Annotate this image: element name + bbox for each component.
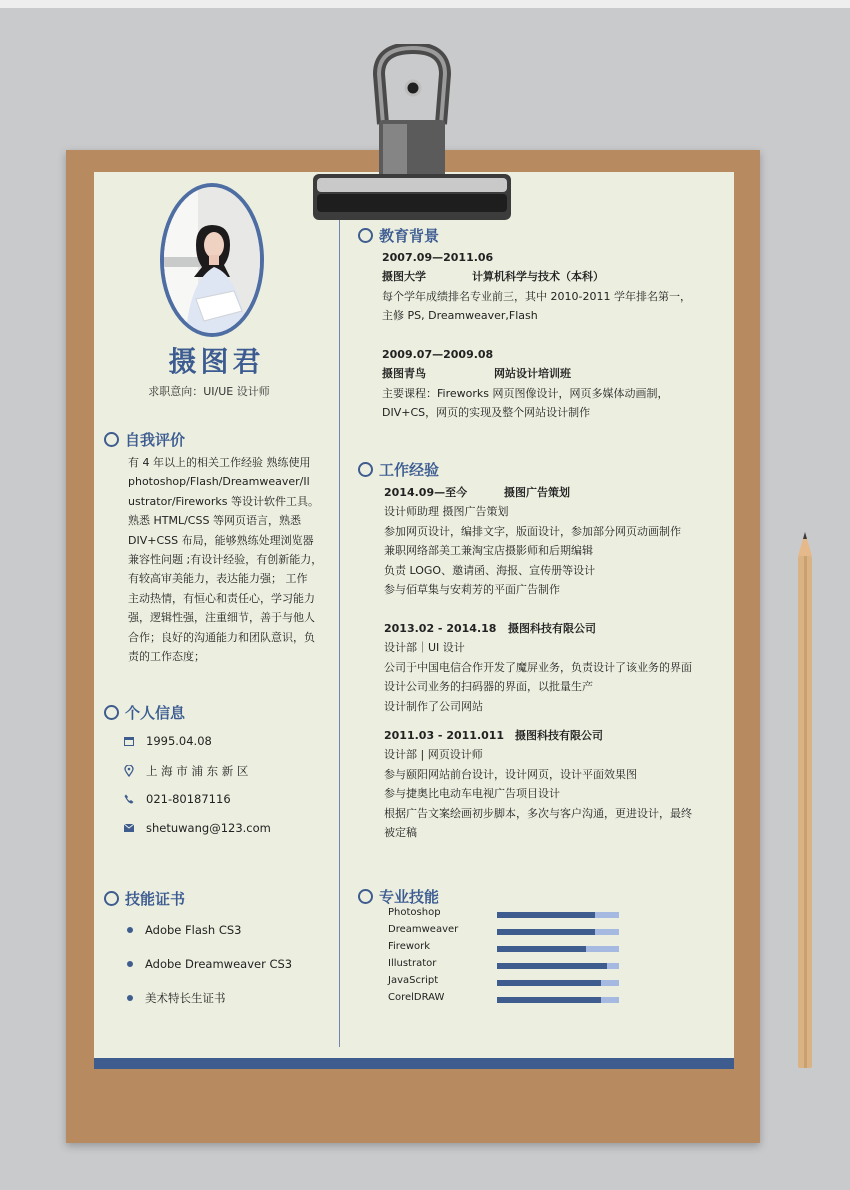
work-company: 摄图广告策划 [504,486,570,499]
self-eval-line: ustrator/Fireworks 等设计软件工具。 [128,494,320,508]
avatar-illustration [164,187,260,333]
skill-bar-track [497,980,619,986]
work-date: 2014.09—至今 [384,486,468,499]
education-entry [382,248,691,326]
profile-photo [160,183,264,337]
candidate-name: 摄图君 [168,345,265,378]
self-eval-text [128,453,328,666]
skill-bar-track [497,946,619,952]
phone-number: 021-80187116 [146,792,231,806]
work-line: 设计公司业务的扫码器的界面，以批量生产 [384,680,593,694]
education-org: 摄图大学 [382,270,426,284]
skill-bar-fill [497,980,601,986]
self-eval-header [104,429,185,450]
skill-bar-track [497,997,619,1003]
work-line: 设计师助理 摄图广告策划 [384,505,509,519]
email-row [124,821,271,835]
location-pin-icon [124,765,146,777]
work-line: 根据广告文案绘画初步脚本，多次与客户沟通，更进设计，最终 [384,806,692,820]
skill-bar-track [497,912,619,918]
work-company: 摄图科技有限公司 [508,622,596,635]
personal-info-title: 个人信息 [125,704,186,722]
work-line: 参与捷奥比电动车电视广告项目设计 [384,787,560,801]
education-org: 摄图青鸟 [382,367,426,381]
cert-item [127,923,241,937]
cert-item [127,957,292,971]
self-eval-line: 有较高审美能力，表达能力强； 工作 [128,572,308,586]
skills-header [358,886,439,907]
self-eval-line: 熟悉 HTML/CSS 等网页语言，熟悉 [128,514,301,528]
section-circle-icon [104,705,119,720]
skill-bar-fill [497,946,586,952]
work-company: 摄图科技有限公司 [515,729,603,742]
education-line: 主修 PS, Dreamweaver,Flash [382,309,538,323]
work-line: 设计制作了公司网站 [384,699,483,713]
phone-icon [124,794,146,804]
cert-label: 美术特长生证书 [145,991,226,1005]
work-date: 2011.03 - 2011.011 [384,729,505,742]
education-line: DIV+CS，网页的实现及整个网站设计制作 [382,406,591,420]
calendar-icon [124,736,146,746]
work-line: 负责 LOGO、邀请函、海报、宣传册等设计 [384,563,596,577]
self-eval-line: 主动热情，有恒心和责任心，学习能力 [128,591,315,605]
skill-label: Photoshop [388,907,441,918]
work-entry [384,726,692,842]
skill-bar-fill [497,997,601,1003]
skill-bar-track [497,929,619,935]
education-major: 网站设计培训班 [494,367,571,381]
work-header [358,459,439,480]
bullet-icon [127,961,133,967]
skill-label: JavaScript [388,975,439,986]
cert-label: Adobe Flash CS3 [145,923,242,937]
work-title: 工作经验 [379,461,440,479]
binder-clip [313,44,511,222]
skills-title: 专业技能 [379,888,440,906]
work-heading [384,483,681,502]
self-eval-line: 强，逻辑性强，注重细节，善于与他人 [128,611,315,625]
skill-bar-track [497,963,619,969]
certs-header [104,888,185,909]
skill-bar-fill [497,929,595,935]
work-line: 参加网页设计，编排文字，版面设计，参加部分网页动画制作 [384,524,681,538]
personal-info-header [104,702,185,723]
education-line: 每个学年成绩排名专业前三，其中 2010-2011 学年排名第一， [382,289,691,303]
birth-row [124,734,212,748]
skill-bar-fill [497,963,607,969]
section-circle-icon [104,891,119,906]
education-date: 2009.07—2009.08 [382,348,494,361]
cert-item [127,990,226,1006]
skill-label: Firework [388,941,431,952]
work-line: 兼职网络部美工兼淘宝店摄影师和后期编辑 [384,544,593,558]
skill-bar-fill [497,912,595,918]
education-title: 教育背景 [379,227,440,245]
job-objective: 求职意向：UI/UE 设计师 [148,385,270,398]
resume-paper [94,172,734,1069]
work-date: 2013.02 - 2014.18 [384,622,497,635]
skill-label: Illustrator [388,958,437,969]
paper-bottom-bar [94,1058,734,1069]
email-address: shetuwang@123.com [146,821,271,835]
bullet-icon [127,927,133,933]
skill-label: CorelDRAW [388,992,445,1003]
self-eval-line: DIV+CSS 布局，能够熟练处理浏览器 [128,533,314,547]
section-circle-icon [358,462,373,477]
work-line: 参与颐阳网站前台设计，设计网页，设计平面效果图 [384,767,637,781]
education-org-row [382,364,668,383]
self-eval-line: 兼容性问题 ;有设计经验，有创新能力， [128,553,323,567]
skill-label: Dreamweaver [388,924,459,935]
section-circle-icon [358,889,373,904]
work-line: 设计部｜UI 设计 [384,641,465,655]
phone-row [124,792,231,806]
self-eval-title: 自我评价 [125,431,186,449]
work-line: 被定稿 [384,826,417,840]
mail-icon [124,824,146,832]
work-entry [384,483,681,599]
work-line: 设计部 | 网页设计师 [384,748,483,762]
top-strip [0,0,850,8]
work-heading [384,726,692,745]
cert-label: Adobe Dreamweaver CS3 [145,957,293,971]
education-header [358,225,439,246]
education-org-row [382,267,691,286]
work-line: 公司于中国电信合作开发了魔屏业务，负责设计了该业务的界面 [384,660,692,674]
section-circle-icon [358,228,373,243]
location-row [124,763,248,779]
location: 上 海 市 浦 东 新 区 [146,764,249,778]
work-heading [384,619,692,638]
pencil-decoration [794,532,816,1068]
work-line: 参与佰草集与安莉芳的平面广告制作 [384,583,560,597]
self-eval-line: 有 4 年以上的相关工作经验 熟练使用 [128,456,311,469]
education-entry [382,345,668,423]
self-eval-line: photoshop/Flash/Dreamweaver/Il [128,475,310,489]
education-line: 主要课程：Fireworks 网页图像设计，网页多媒体动画制， [382,386,669,400]
self-eval-line: 责的工作态度； [128,650,205,664]
education-major: 计算机科学与技术（本科） [472,270,604,284]
bullet-icon [127,995,133,1001]
section-circle-icon [104,432,119,447]
work-entry [384,619,692,716]
self-eval-line: 合作；良好的沟通能力和团队意识，负 [128,630,315,644]
certs-title: 技能证书 [125,890,186,908]
birth-date: 1995.04.08 [146,734,212,748]
column-divider [339,212,340,1047]
education-date: 2007.09—2011.06 [382,251,494,264]
